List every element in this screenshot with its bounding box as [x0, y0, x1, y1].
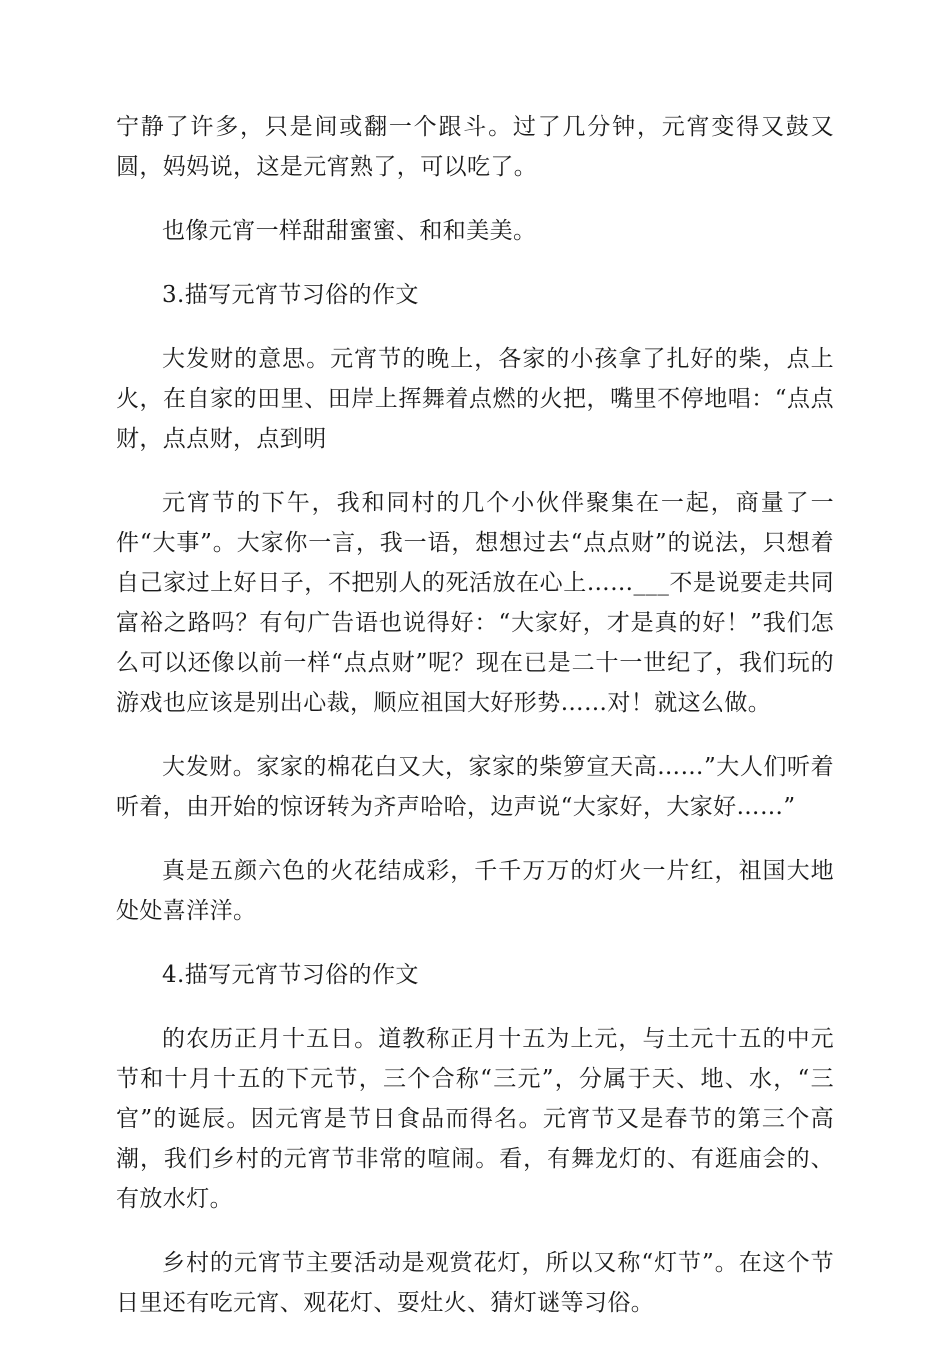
- section-heading: 3.描写元宵节习俗的作文: [162, 282, 419, 308]
- paragraph: 大发财的意思。元宵节的晚上，各家的小孩拿了扎好的柴，点上火，在自家的田里、田岸上挥舞着点燃的火把，嘴里不停地唱：“点点财，点点财，点到明: [116, 346, 834, 452]
- paragraph: 元宵节的下午，我和同村的几个小伙伴聚集在一起，商量了一件“大事”。大家你一言，我一语，想想过去“点点财”的说法，只想着自己家过上好日子，不把别人的死活放在心上……___不是说要走共同富裕之路吗？有句广告语也说得好：“大家好，才是真的好！”我们怎么可以还像以前一样“点点财”呢？现在已是二十一世纪了，我们玩的游戏也应该是别出心裁，顺应祖国大好形势……对！就这么做。: [116, 490, 834, 716]
- paragraph: 真是五颜六色的火花结成彩，千千万万的灯火一片红，祖国大地处处喜洋洋。: [116, 858, 834, 924]
- paragraph: 的农历正月十五日。道教称正月十五为上元，与土元十五的中元节和十月十五的下元节，三个合称“三元”，分属于天、地、水，“三官”的诞辰。因元宵是节日食品而得名。元宵节又是春节的第三个高潮，我们乡村的元宵节非常的喧闹。看，有舞龙灯的、有逛庙会的、有放水灯。: [116, 1026, 834, 1212]
- section-heading: 4.描写元宵节习俗的作文: [162, 962, 419, 988]
- paragraph: 乡村的元宵节主要活动是观赏花灯，所以又称“灯节”。在这个节日里还有吃元宵、观花灯、耍灶火、猜灯谜等习俗。: [116, 1250, 834, 1316]
- document-body: [116, 107, 834, 1347]
- paragraph: 也像元宵一样甜甜蜜蜜、和和美美。: [162, 218, 537, 244]
- paragraph: 大发财。家家的棉花白又大，家家的柴箩宣天高……”大人们听着听着，由开始的惊讶转为齐声哈哈，边声说“大家好，大家好……”: [116, 754, 834, 820]
- paragraph-continuation: 宁静了许多，只是间或翻一个跟斗。过了几分钟，元宵变得又鼓又圆，妈妈说，这是元宵熟了，可以吃了。: [116, 114, 834, 180]
